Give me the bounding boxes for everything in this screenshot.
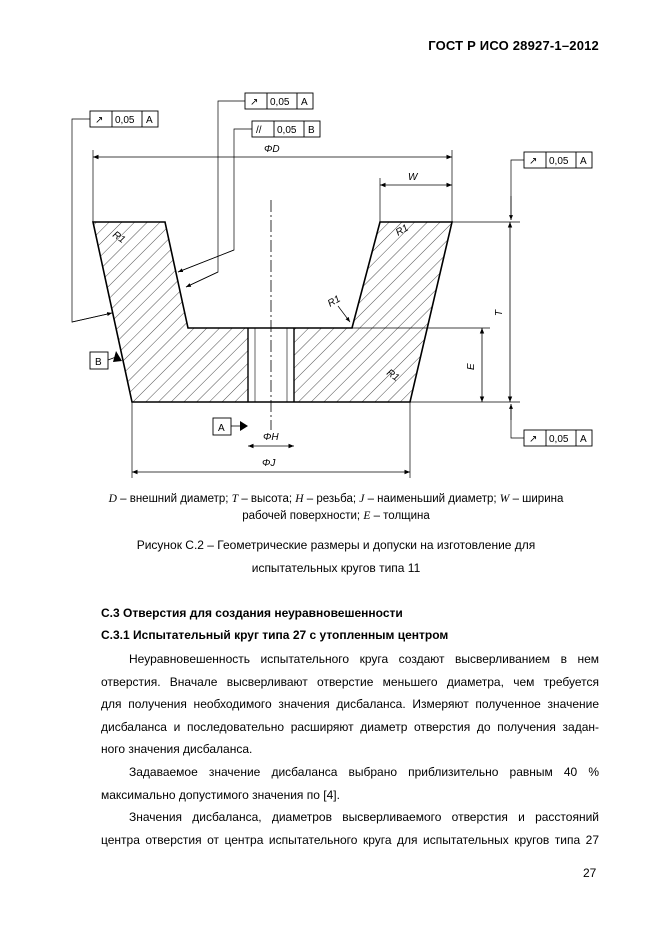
document-header: ГОСТ Р ИСО 28927-1–2012 [428,38,599,53]
dim-j-label: ΦJ [262,458,276,469]
svg-text:A: A [580,156,587,167]
figure-caption-line1: Рисунок С.2 – Геометрические размеры и допуски на изготовление для [136,538,536,552]
figure-caption-line2: испытательных кругов типа 11 [251,561,421,575]
figure-legend: D – внешний диаметр; T – высота; H – резьба; J – наименьший диаметр; W – ширина рабочей поверхности; E – толщина [108,493,564,522]
dim-e-label: E [466,363,477,370]
datum-b [90,351,122,369]
svg-text:A: A [146,115,153,126]
parallelism-symbol: // [256,125,262,136]
radius-label: R1 [394,222,411,239]
radius-label: R1 [384,367,402,384]
svg-text:A: A [218,423,225,434]
runout-symbol: ↗ [250,97,259,108]
svg-text:A: A [301,97,308,108]
svg-text:B: B [308,125,315,136]
page-number: 27 [583,866,597,880]
tolerance-frame [178,121,320,272]
section-heading: С.3 Отверстия для создания неуравновешенности [101,606,403,620]
tolerance-frame [511,152,592,220]
svg-text:0,05: 0,05 [549,156,569,167]
subsection-heading: С.3.1 Испытательный круг типа 27 с утопленным центром [101,628,449,642]
dim-h-label: ΦH [263,432,279,443]
svg-text:B: B [95,357,102,368]
tolerance-frame [511,404,592,446]
svg-text:0,05: 0,05 [549,434,569,445]
svg-text:0,05: 0,05 [115,115,135,126]
runout-symbol: ↗ [529,434,538,445]
datum-a [213,418,248,435]
svg-text:0,05: 0,05 [270,97,290,108]
runout-symbol: ↗ [95,115,104,126]
radius-label: R1 [110,229,128,246]
body-text: Неуравновешенность испытательного круга создают высверливанием в нем отверстия. Вначале высверливают отверстие меньшего диаметра, чем требуется для получения необходимого значения дисбаланса. Измеряют полученное значение дисбаланса и последовательно расширяют диаметр отверстия до получения задан- ного значения дисбаланса. Задаваемое значение дисбаланса выбрано приблизительно равным 40 % максимально допустимого значения по [4]. Значения дисбаланса, диаметров высверливаемого отверстия и расстояний центра отверстия от центра испытательного круга для испытательных кругов типа 27 [101,652,599,847]
svg-text:A: A [580,434,587,445]
dim-t-label: T [494,309,505,316]
radius-label: R1 [326,293,343,310]
dim-d-label: ΦD [264,144,280,155]
runout-symbol: ↗ [529,156,538,167]
svg-text:0,05: 0,05 [277,125,297,136]
dim-w-label: W [408,172,418,183]
